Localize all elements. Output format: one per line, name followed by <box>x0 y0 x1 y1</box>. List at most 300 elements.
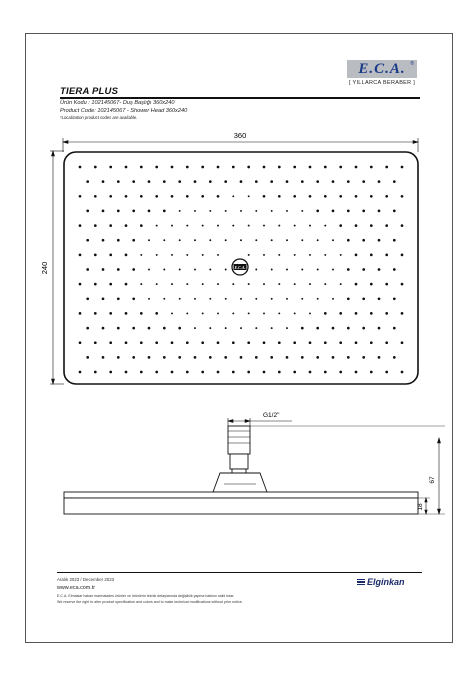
nozzle-hole <box>132 180 135 183</box>
nozzle-hole <box>286 327 288 329</box>
nozzle-hole <box>255 327 257 329</box>
footer-legal-tr: E.C.A. Elmaslar hakan marmalades ürünler ve ürünlerin teknik detaylarında değişiklik yapma hakkını saklı tutar. <box>57 594 235 598</box>
nozzle-hole <box>125 312 128 315</box>
nozzle-hole <box>309 254 311 256</box>
nozzle-hole <box>263 166 266 169</box>
nozzle-hole <box>117 327 120 330</box>
nozzle-hole <box>385 341 388 344</box>
nozzle-hole <box>293 371 296 374</box>
nozzle-hole <box>186 371 189 374</box>
nozzle-hole <box>401 166 404 169</box>
nozzle-hole <box>362 239 365 242</box>
nozzle-hole <box>125 254 128 257</box>
nozzle-hole <box>301 180 304 183</box>
nozzle-hole <box>278 254 280 256</box>
nozzle-hole <box>255 298 257 300</box>
nozzle-hole <box>339 224 342 227</box>
nozzle-hole <box>385 283 388 286</box>
nozzle-hole <box>286 180 289 183</box>
logo-text: E.C.A. <box>358 60 406 77</box>
nozzle-hole <box>255 356 258 359</box>
nozzle-hole <box>294 225 296 227</box>
nozzle-hole <box>324 166 327 169</box>
nozzle-hole <box>232 371 235 374</box>
nozzle-hole <box>293 341 296 344</box>
nozzle-hole <box>263 254 265 256</box>
nozzle-hole <box>79 224 82 227</box>
nozzle-hole <box>393 356 396 359</box>
nozzle-hole <box>140 224 143 227</box>
nozzle-hole <box>79 283 82 286</box>
nozzle-hole <box>132 210 135 213</box>
nozzle-hole <box>79 166 82 169</box>
nozzle-hole <box>140 283 142 285</box>
nozzle-hole <box>401 312 404 315</box>
nozzle-hole <box>347 356 350 359</box>
nozzle-hole <box>271 327 273 329</box>
nozzle-hole <box>263 195 266 198</box>
nozzle-hole <box>378 356 381 359</box>
nozzle-hole <box>132 327 135 330</box>
nozzle-hole <box>217 312 219 314</box>
nozzle-hole <box>94 341 97 344</box>
nozzle-hole <box>217 225 219 227</box>
nozzle-hole <box>309 371 312 374</box>
footer-divider <box>57 572 422 573</box>
nozzle-hole <box>209 210 211 212</box>
nozzle-hole <box>79 371 82 374</box>
footer-legal-en: We reserve the right to alter product specification and colors and to make technical modifications without prior notice. <box>57 600 243 604</box>
nozzle-hole <box>163 356 166 359</box>
nozzle-hole <box>201 166 204 169</box>
nozzle-hole <box>217 254 219 256</box>
nozzle-hole <box>324 283 326 285</box>
nozzle-hole <box>201 341 204 344</box>
nozzle-hole <box>393 268 396 271</box>
nozzle-hole <box>217 166 220 169</box>
nozzle-hole <box>217 341 220 344</box>
nozzle-hole <box>309 283 311 285</box>
nozzle-hole <box>309 166 312 169</box>
height-dimension-label: 240 <box>40 261 49 275</box>
nozzle-hole <box>240 180 243 183</box>
nozzle-hole <box>332 210 335 213</box>
nozzle-hole <box>79 312 82 315</box>
nozzle-hole <box>401 371 404 374</box>
nozzle-hole <box>263 341 266 344</box>
nozzle-hole <box>355 195 358 198</box>
nozzle-hole <box>355 283 358 286</box>
nozzle-hole <box>255 269 257 271</box>
nozzle-hole <box>140 312 143 315</box>
nozzle-hole <box>148 298 150 300</box>
nozzle-hole <box>86 356 89 359</box>
nozzle-hole <box>202 225 204 227</box>
nozzle-hole <box>148 210 151 213</box>
nozzle-hole <box>240 356 243 359</box>
nozzle-hole <box>171 254 173 256</box>
nozzle-hole <box>163 180 166 183</box>
nozzle-hole <box>102 356 105 359</box>
nozzle-hole <box>140 254 142 256</box>
nozzle-hole <box>362 268 365 271</box>
nozzle-hole <box>125 371 128 374</box>
nozzle-hole <box>293 195 296 198</box>
nozzle-hole <box>347 268 350 271</box>
width-dimension-label: 360 <box>233 131 247 140</box>
nozzle-hole <box>393 210 396 213</box>
total-height-label: 67 <box>429 476 436 484</box>
nozzle-hole <box>179 269 181 271</box>
thread-dimension <box>228 418 292 426</box>
nozzle-hole <box>186 166 189 169</box>
nozzle-hole <box>178 180 181 183</box>
product-title: TIERA PLUS <box>60 86 119 97</box>
nozzle-hole <box>286 298 288 300</box>
nozzle-hole <box>248 195 250 197</box>
nozzle-hole <box>362 356 365 359</box>
nozzle-hole <box>194 180 197 183</box>
nozzle-hole <box>186 225 188 227</box>
nozzle-hole <box>370 166 373 169</box>
nozzle-hole <box>109 341 112 344</box>
nozzle-hole <box>86 210 89 213</box>
nozzle-hole <box>94 166 97 169</box>
nozzle-hole <box>339 195 342 198</box>
nozzle-hole <box>171 225 173 227</box>
nozzle-hole <box>117 268 120 271</box>
nozzle-hole <box>286 269 288 271</box>
nozzle-hole <box>217 371 220 374</box>
nozzle-hole <box>255 180 258 183</box>
nozzle-hole <box>255 210 257 212</box>
nozzle-hole <box>148 356 151 359</box>
footer-date: Aralık 2023 / December 2023 <box>57 577 115 582</box>
nozzle-hole <box>339 341 342 344</box>
nozzle-hole <box>94 195 97 198</box>
nozzle-hole <box>217 283 219 285</box>
nozzle-hole <box>225 210 227 212</box>
nozzle-hole <box>102 297 105 300</box>
nozzle-hole <box>194 210 196 212</box>
nozzle-hole <box>209 298 211 300</box>
nozzle-hole <box>401 254 404 257</box>
nozzle-hole <box>117 239 120 242</box>
nozzle-hole <box>125 166 128 169</box>
nozzle-hole <box>355 224 358 227</box>
nozzle-hole <box>109 371 112 374</box>
nozzle-hole <box>263 283 265 285</box>
nozzle-hole <box>385 224 388 227</box>
localization-note: *Localization product codes are available. <box>60 115 138 120</box>
footer-website-link[interactable]: www.eca.com.tr <box>57 585 96 591</box>
nozzle-hole <box>309 341 312 344</box>
nozzle-hole <box>370 341 373 344</box>
nozzle-hole <box>86 327 89 330</box>
nozzle-hole <box>355 371 358 374</box>
nozzle-hole <box>132 239 135 242</box>
nozzle-hole <box>94 283 97 286</box>
nozzle-hole <box>248 283 250 285</box>
nozzle-hole <box>362 210 365 213</box>
nozzle-hole <box>117 297 120 300</box>
nozzle-hole <box>171 283 173 285</box>
logo-tagline: [ YILLARCA BERABER ] <box>348 80 416 86</box>
nozzle-hole <box>332 298 334 300</box>
nozzle-hole <box>225 298 227 300</box>
nozzle-hole <box>317 239 319 241</box>
nozzle-hole <box>117 210 120 213</box>
nozzle-hole <box>224 180 227 183</box>
nozzle-hole <box>140 166 143 169</box>
nozzle-hole <box>324 371 327 374</box>
nozzle-hole <box>155 166 158 169</box>
nozzle-hole <box>117 180 120 183</box>
nozzle-hole <box>278 312 280 314</box>
nozzle-hole <box>401 341 404 344</box>
nozzle-hole <box>355 341 358 344</box>
nozzle-hole <box>109 166 112 169</box>
nozzle-hole <box>317 298 319 300</box>
nozzle-hole <box>132 356 135 359</box>
nozzle-hole <box>294 283 296 285</box>
nozzle-hole <box>194 356 197 359</box>
nozzle-hole <box>309 225 311 227</box>
nozzle-hole <box>186 195 189 198</box>
nozzle-hole <box>339 312 342 315</box>
nozzle-hole <box>332 239 334 241</box>
nozzle-hole <box>79 254 82 257</box>
nozzle-hole <box>263 225 265 227</box>
nozzle-hole <box>109 283 112 286</box>
nozzle-hole <box>370 312 373 315</box>
nozzle-hole <box>217 195 220 198</box>
nozzle-hole <box>156 254 158 256</box>
nozzle-hole <box>355 254 358 257</box>
nozzle-hole <box>339 371 342 374</box>
nozzle-hole <box>393 239 396 242</box>
nozzle-hole <box>94 371 97 374</box>
nozzle-hole <box>370 283 373 286</box>
nozzle-hole <box>186 341 189 344</box>
nozzle-hole <box>202 254 204 256</box>
nozzle-hole <box>301 356 304 359</box>
nozzle-hole <box>263 312 265 314</box>
nozzle-hole <box>86 297 89 300</box>
nozzle-hole <box>347 180 350 183</box>
nozzle-hole <box>186 283 188 285</box>
nozzle-hole <box>232 283 234 285</box>
nozzle-hole <box>301 239 303 241</box>
nozzle-hole <box>155 341 158 344</box>
nozzle-hole <box>332 327 335 330</box>
nozzle-hole <box>271 239 273 241</box>
nozzle-hole <box>171 166 174 169</box>
nozzle-hole <box>109 254 112 257</box>
shower-side-view <box>64 426 418 514</box>
nozzle-hole <box>347 327 350 330</box>
nozzle-hole <box>171 371 174 374</box>
nozzle-hole <box>202 283 204 285</box>
nozzle-hole <box>94 224 97 227</box>
nozzle-hole <box>393 327 396 330</box>
nozzle-hole <box>294 312 296 314</box>
nozzle-hole <box>278 283 280 285</box>
height-dimension <box>50 151 64 384</box>
nozzle-hole <box>248 225 250 227</box>
nozzle-hole <box>393 180 396 183</box>
nozzle-hole <box>125 341 128 344</box>
nozzle-hole <box>370 371 373 374</box>
nozzle-hole <box>125 195 128 198</box>
nozzle-hole <box>194 239 196 241</box>
nozzle-hole <box>362 327 365 330</box>
nozzle-hole <box>332 180 335 183</box>
nozzle-hole <box>102 327 105 330</box>
nozzle-hole <box>186 254 188 256</box>
nozzle-hole <box>248 312 250 314</box>
nozzle-hole <box>194 269 196 271</box>
nozzle-hole <box>286 239 288 241</box>
nozzle-hole <box>232 195 234 197</box>
nozzle-hole <box>209 239 211 241</box>
nozzle-hole <box>301 298 303 300</box>
nozzle-hole <box>163 210 166 213</box>
nozzle-hole <box>247 371 250 374</box>
nozzle-hole <box>401 224 404 227</box>
nozzle-hole <box>125 283 128 286</box>
nozzle-hole <box>370 224 373 227</box>
nozzle-hole <box>109 224 112 227</box>
nozzle-hole <box>140 195 143 198</box>
nozzle-hole <box>155 312 158 315</box>
nozzle-hole <box>240 298 242 300</box>
nozzle-hole <box>301 269 303 271</box>
product-code-tr: Ürün Kodu : 102145067- Duş Başlığı 360x240 <box>60 100 175 106</box>
nozzle-hole <box>301 210 303 212</box>
nozzle-hole <box>156 225 158 227</box>
nozzle-hole <box>132 297 135 300</box>
plate-thickness-label: 18 <box>417 503 424 511</box>
nozzle-hole <box>248 254 250 256</box>
nozzle-hole <box>163 239 165 241</box>
nozzle-hole <box>347 210 350 213</box>
nozzle-hole <box>232 312 234 314</box>
nozzle-hole <box>171 312 173 314</box>
center-logo-text: E.C.A. <box>234 264 246 270</box>
nozzle-hole <box>247 166 250 169</box>
nozzle-hole <box>79 195 82 198</box>
nozzle-hole <box>271 298 273 300</box>
nozzle-hole <box>370 254 373 257</box>
nozzle-hole <box>316 180 319 183</box>
nozzle-hole <box>132 268 135 271</box>
nozzle-hole <box>316 356 319 359</box>
nozzle-hole <box>194 327 196 329</box>
nozzle-hole <box>286 356 289 359</box>
nozzle-hole <box>171 195 174 198</box>
nozzle-hole <box>194 298 196 300</box>
nozzle-hole <box>301 327 304 330</box>
nozzle-hole <box>240 239 242 241</box>
nozzle-hole <box>140 371 143 374</box>
nozzle-hole <box>378 327 381 330</box>
nozzle-hole <box>201 371 204 374</box>
nozzle-hole <box>339 166 342 169</box>
nozzle-hole <box>163 327 166 330</box>
nozzle-hole <box>225 239 227 241</box>
nozzle-hole <box>178 327 181 330</box>
nozzle-hole <box>362 297 365 300</box>
nozzle-hole <box>125 224 128 227</box>
nozzle-hole <box>255 239 257 241</box>
nozzle-hole <box>225 327 227 329</box>
nozzle-hole <box>385 371 388 374</box>
nozzle-hole <box>209 356 212 359</box>
nozzle-hole <box>278 166 281 169</box>
nozzle-hole <box>148 327 151 330</box>
nozzle-hole <box>94 312 97 315</box>
nozzle-hole <box>109 195 112 198</box>
nozzle-hole <box>148 269 150 271</box>
width-dimension <box>63 138 418 152</box>
nozzle-hole <box>370 195 373 198</box>
nozzle-hole <box>270 356 273 359</box>
nozzle-hole <box>317 269 319 271</box>
product-code-en: Product Code: 102145067 - Shower Head 360x240 <box>60 108 188 114</box>
nozzle-hole <box>340 254 342 256</box>
nozzle-hole <box>385 166 388 169</box>
nozzle-hole <box>155 371 158 374</box>
nozzle-hole <box>86 268 89 271</box>
nozzle-hole <box>340 283 342 285</box>
nozzle-hole <box>163 269 165 271</box>
nozzle-hole <box>378 297 381 300</box>
nozzle-hole <box>355 312 358 315</box>
nozzle-hole <box>316 210 319 213</box>
nozzle-hole <box>209 269 211 271</box>
nozzle-hole <box>278 225 280 227</box>
nozzle-hole <box>355 166 358 169</box>
nozzle-hole <box>178 356 181 359</box>
nozzle-hole <box>232 341 235 344</box>
nozzle-hole <box>347 297 350 300</box>
nozzle-hole <box>86 180 89 183</box>
nozzle-hole <box>278 195 281 198</box>
nozzle-hole <box>294 254 296 256</box>
nozzle-hole <box>156 283 158 285</box>
nozzle-hole <box>186 312 188 314</box>
nozzle-hole <box>324 225 326 227</box>
nozzle-hole <box>102 180 105 183</box>
nozzle-hole <box>293 166 296 169</box>
nozzle-hole <box>362 180 365 183</box>
elginkan-logo <box>357 577 405 587</box>
nozzle-hole <box>332 356 335 359</box>
nozzle-hole <box>332 269 334 271</box>
nozzle-hole <box>79 341 82 344</box>
nozzle-hole <box>171 341 174 344</box>
nozzle-hole <box>378 210 381 213</box>
elginkan-mark-icon <box>357 579 365 586</box>
nozzle-hole <box>385 195 388 198</box>
nozzle-hole <box>247 341 250 344</box>
nozzle-hole <box>270 180 273 183</box>
nozzle-hole <box>201 195 204 198</box>
nozzle-hole <box>232 166 235 169</box>
nozzle-hole <box>225 269 227 271</box>
nozzle-hole <box>278 341 281 344</box>
